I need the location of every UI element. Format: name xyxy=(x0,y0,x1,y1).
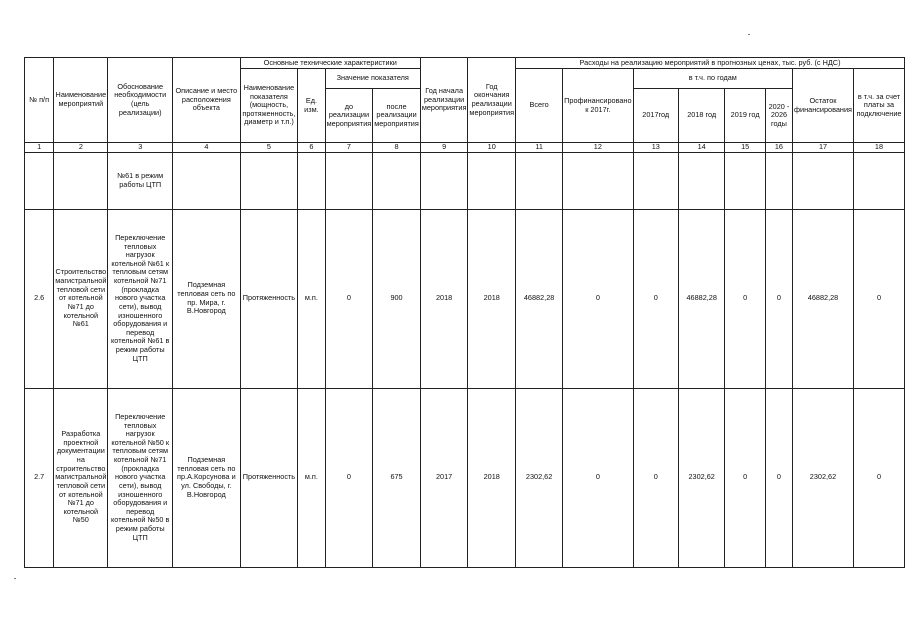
row-remaining: 2302,62 xyxy=(793,388,854,567)
row-year-end: 2018 xyxy=(468,209,516,388)
header-before: до реализации мероприятия xyxy=(325,89,373,143)
row-y2017: 0 xyxy=(633,209,678,388)
row-year-end: 2018 xyxy=(468,388,516,567)
row-name: Строительство магистральной тепловой сети от котельной №71 до котельной №61 xyxy=(54,209,108,388)
row-y2018: 2302,62 xyxy=(678,388,724,567)
column-number: 10 xyxy=(468,143,516,153)
scan-speck xyxy=(748,34,750,35)
header-y2019: 2019 год xyxy=(725,89,765,143)
column-number: 12 xyxy=(563,143,633,153)
justification-continued: №61 в режим работы ЦТП xyxy=(108,152,173,209)
row-unit: м.п. xyxy=(298,388,325,567)
column-number: 18 xyxy=(853,143,904,153)
column-number: 16 xyxy=(765,143,792,153)
row-justification: Переключение тепловых нагрузок котельной №50 к тепловым сетям котельной №71 (прокладка нового участка сети), вывод изношенного оборудования и перевод котельной №50 в режим работы ЦТП xyxy=(108,388,173,567)
row-after: 900 xyxy=(373,209,421,388)
row-y2020: 0 xyxy=(765,388,792,567)
header-connection-fee: в т.ч. за счет платы за подключение xyxy=(853,69,904,143)
header-by-years-group: в т.ч. по годам xyxy=(633,69,793,89)
row-indicator: Протяженность xyxy=(240,388,297,567)
row-justification: Переключение тепловых нагрузок котельной №61 к тепловым сетям котельной №71 (прокладка нового участка сети), вывод изношенного оборудования и перевод котельной №61 в режим работы ЦТП xyxy=(108,209,173,388)
row-connection-fee: 0 xyxy=(853,209,904,388)
header-year-start: Год начала реализации мероприятия xyxy=(420,58,468,143)
row-year-start: 2018 xyxy=(420,209,468,388)
header-costs-group: Расходы на реализацию мероприятий в прогнозных ценах, тыс. руб. (с НДС) xyxy=(516,58,905,69)
header-value-group: Значение показателя xyxy=(325,69,420,89)
investment-program-table xyxy=(24,57,905,568)
header-justification: Обоснование необходимости (цель реализации) xyxy=(108,58,173,143)
column-number: 13 xyxy=(633,143,678,153)
column-number: 4 xyxy=(173,143,241,153)
column-numbers-row xyxy=(25,143,905,153)
row-prefinanced: 0 xyxy=(563,209,633,388)
header-after: после реализации мероприятия xyxy=(373,89,421,143)
row-before: 0 xyxy=(325,388,373,567)
row-description: Подземная тепловая сеть по пр.А.Корсунова и ул. Свободы, г. В.Новгород xyxy=(173,388,241,567)
row-unit: м.п. xyxy=(298,209,325,388)
row-y2019: 0 xyxy=(725,388,765,567)
column-number: 5 xyxy=(240,143,297,153)
header-y2017: 2017год xyxy=(633,89,678,143)
header-year-end: Год окончания реализации мероприятия xyxy=(468,58,516,143)
header-total: Всего xyxy=(516,69,563,143)
header-unit: Ед. изм. xyxy=(298,69,325,143)
column-number: 17 xyxy=(793,143,854,153)
row-y2018: 46882,28 xyxy=(678,209,724,388)
scan-speck xyxy=(14,578,16,579)
header-name: Наименование мероприятий xyxy=(54,58,108,143)
column-number: 11 xyxy=(516,143,563,153)
row-after: 675 xyxy=(373,388,421,567)
table-row xyxy=(25,388,905,567)
column-number: 2 xyxy=(54,143,108,153)
column-number: 3 xyxy=(108,143,173,153)
row-remaining: 46882,28 xyxy=(793,209,854,388)
header-description: Описание и место расположения объекта xyxy=(173,58,241,143)
row-indicator: Протяженность xyxy=(240,209,297,388)
row-total: 46882,28 xyxy=(516,209,563,388)
row-name: Разработка проектной документации на строительство магистральной тепловой сети от котельной №71 до котельной №50 xyxy=(54,388,108,567)
table-row xyxy=(25,209,905,388)
header-num: № п/п xyxy=(25,58,54,143)
row-connection-fee: 0 xyxy=(853,388,904,567)
row-prefinanced: 0 xyxy=(563,388,633,567)
header-y2018: 2018 год xyxy=(678,89,724,143)
row-total: 2302,62 xyxy=(516,388,563,567)
column-number: 14 xyxy=(678,143,724,153)
header-main-tech-group: Основные технические характеристики xyxy=(240,58,420,69)
row-before: 0 xyxy=(325,209,373,388)
column-number: 15 xyxy=(725,143,765,153)
row-num: 2.7 xyxy=(25,388,54,567)
header-y2020: 2020 - 2026 годы xyxy=(765,89,792,143)
header-indicator: Наименование показателя (мощность, протяженность, диаметр и т.п.) xyxy=(240,69,297,143)
column-number: 7 xyxy=(325,143,373,153)
column-number: 6 xyxy=(298,143,325,153)
column-number: 8 xyxy=(373,143,421,153)
row-year-start: 2017 xyxy=(420,388,468,567)
row-y2019: 0 xyxy=(725,209,765,388)
column-number: 9 xyxy=(420,143,468,153)
row-y2020: 0 xyxy=(765,209,792,388)
row-description: Подземная тепловая сеть по пр. Мира, г. В.Новгород xyxy=(173,209,241,388)
continued-row xyxy=(25,152,905,209)
row-num: 2.6 xyxy=(25,209,54,388)
header-remaining: Остаток финансирования xyxy=(793,69,854,143)
column-number: 1 xyxy=(25,143,54,153)
header-prefinanced: Профинансировано к 2017г. xyxy=(563,69,633,143)
row-y2017: 0 xyxy=(633,388,678,567)
